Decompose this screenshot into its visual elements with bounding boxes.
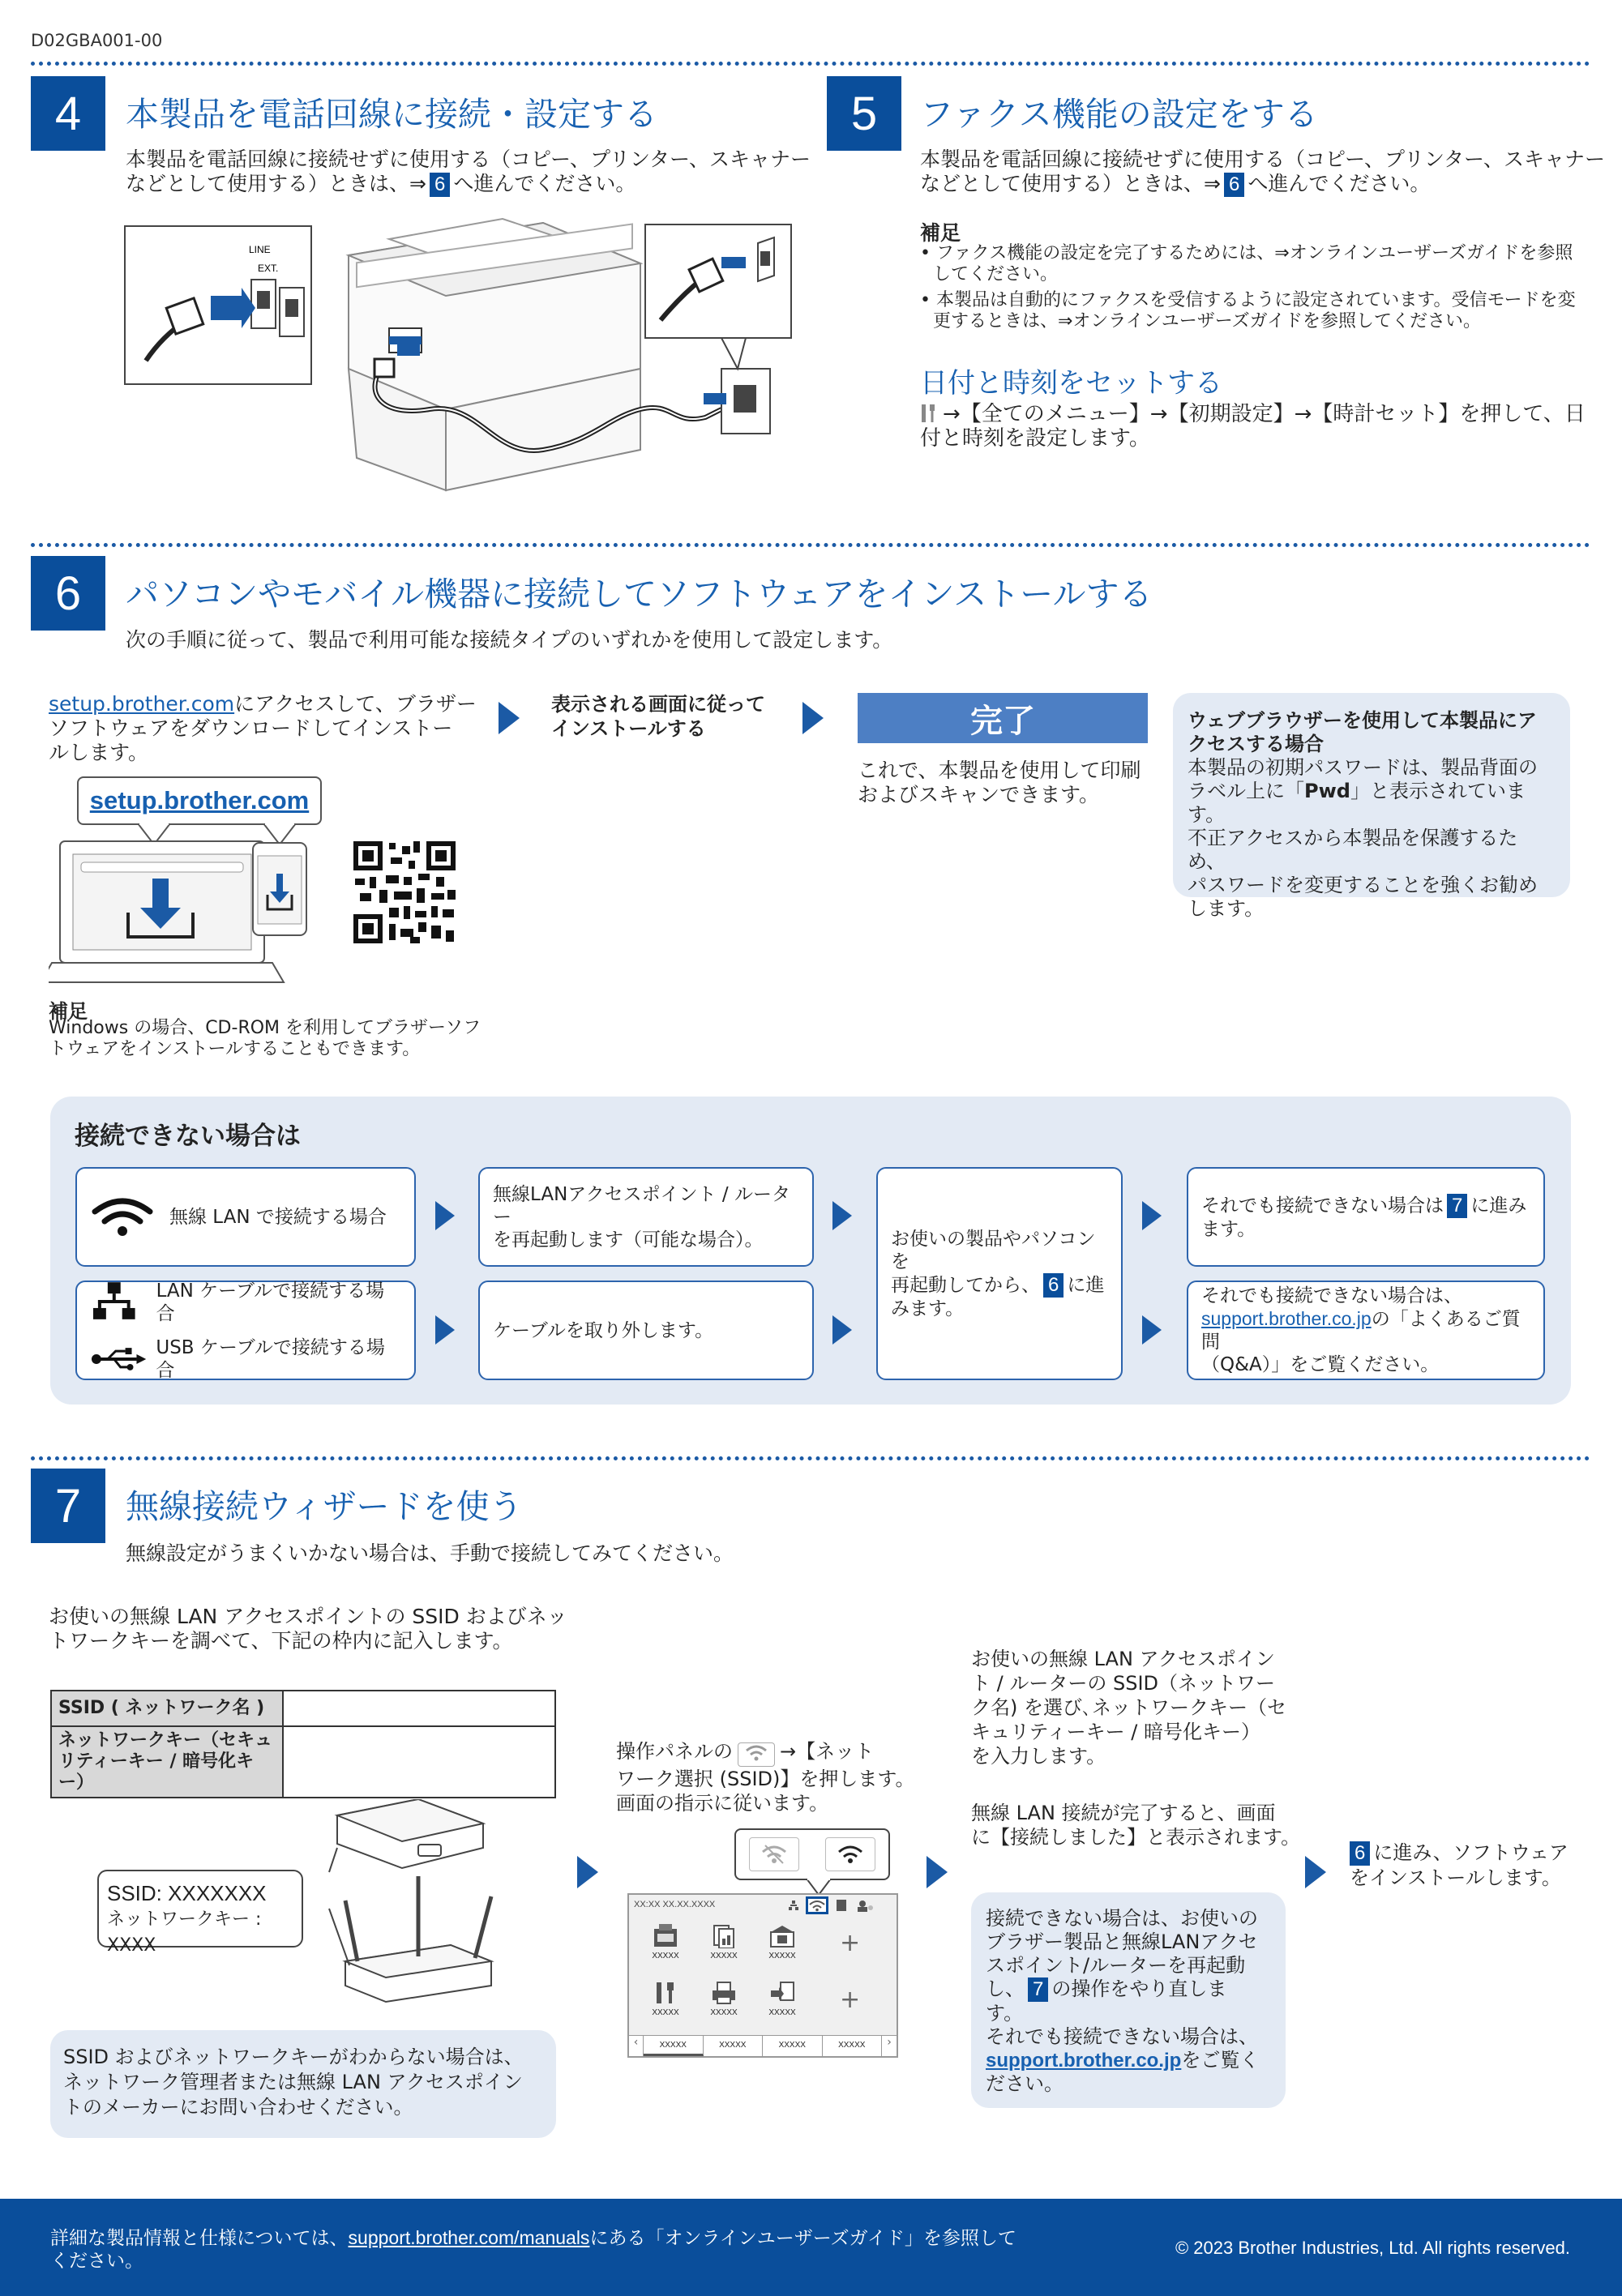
support-link[interactable]: support.brother.co.jp: [986, 2050, 1182, 2072]
step-7-title: 無線接続ウィザードを使う: [126, 1487, 523, 1526]
wifi-icon: [837, 1844, 864, 1865]
document-id: D02GBA001-00: [31, 31, 163, 50]
copyright: © 2023 Brother Industries, Ltd. All rights reserved.: [1175, 2238, 1570, 2258]
screen-tab-4[interactable]: XXXXX: [823, 2036, 883, 2056]
final-step-text: 6 に進み、ソフトウェア をインストールします。: [1350, 1841, 1569, 1889]
network-key-entry-field[interactable]: [283, 1726, 555, 1798]
step-7-number: 7: [31, 1469, 105, 1543]
ssid-example-bubble: SSID: XXXXXXX ネットワークキー : XXXX: [97, 1870, 303, 1948]
step-5-description: 本製品を電話回線に接続せずに使用する（コピー、プリンター、スキャナー などとして使用する）ときは、⇒ 6 へ進んでください。: [920, 148, 1606, 195]
flow-arrow: [435, 1201, 455, 1230]
wifi-off-button[interactable]: [749, 1837, 799, 1871]
ssid-unknown-note: SSID およびネットワークキーがわからない場合は、 ネットワーク管理者または無線 LAN アクセスポイン トのメーカーにお問い合わせください。: [50, 2030, 556, 2138]
control-panel-screen: [627, 1893, 898, 2058]
add-shortcut-icon[interactable]: +: [840, 1929, 861, 1957]
settings-tools-icon: [653, 1981, 678, 2005]
screen-tab-2[interactable]: XXXXX: [704, 2036, 764, 2056]
pwd-label: Pwd: [1304, 780, 1350, 802]
section-divider: [31, 543, 1590, 547]
screen-tab-3[interactable]: XXXXX: [763, 2036, 823, 2056]
step-6-download-text: setup.brother.comにアクセスして、ブラザー ソフトウェアをダウンロードしてインストー ルします。: [49, 692, 477, 764]
line-label: LINE: [249, 244, 271, 255]
step-6-number: 6: [31, 556, 105, 631]
ssid-label: SSID ( ネットワーク名 ): [51, 1691, 283, 1726]
qr-code: [353, 841, 456, 943]
footer-info: 詳細な製品情報と仕様については、support.brother.com/manualsにある「オンラインユーザーズガイド」を参照して ください。: [50, 2227, 1016, 2272]
scan-icon: [769, 1924, 795, 1948]
flow-arrow: [499, 702, 520, 734]
screen-tile-copy[interactable]: XXXXX: [702, 1924, 746, 1960]
wifi-button-icon: [738, 1742, 775, 1767]
select-ssid-instructions: お使いの無線 LAN アクセスポイン ト / ルーターの SSID（ネットワー ク名) を選び､ネットワークキー（セ キュリティーキー / 暗号化キー） を入力します。: [971, 1648, 1286, 1768]
setup-link[interactable]: setup.brother.com: [49, 692, 235, 716]
step-5-note-list: • ファクス機能の設定を完了するためには、⇒オンラインユーザーズガイドを参照 してください。 • 本製品は自動的にファクスを受信するように設定されています。受信モードを変 更するときは、⇒オンラインユーザーズガイドを参照してください。: [920, 243, 1576, 331]
screen-tile-fax[interactable]: XXXXX: [644, 1924, 687, 1960]
step-6-description: 次の手順に従って、製品で利用可能な接続タイプのいずれかを使用して設定します。: [126, 628, 893, 652]
lan-network-icon: [90, 1282, 139, 1323]
settings-tools-icon: [920, 403, 938, 424]
screen-tile-scan-to[interactable]: XXXXX: [760, 1981, 804, 2017]
ssid-record-table: [50, 1690, 556, 1798]
flow-arrow: [1142, 1315, 1162, 1345]
toner-icon: [837, 1900, 846, 1911]
step-6-follow-screen: 表示される画面に従って インストールする: [551, 693, 765, 740]
support-link[interactable]: support.brother.co.jp: [1201, 1308, 1372, 1329]
step-ref-7[interactable]: 7: [1447, 1194, 1467, 1218]
step-ref-6[interactable]: 6: [1350, 1841, 1370, 1866]
step-ref-6[interactable]: 6: [430, 173, 450, 197]
restart-device-card: お使いの製品やパソコンを 再起動してから、 6 に進 みます。: [876, 1167, 1123, 1380]
flow-arrow: [1305, 1856, 1326, 1888]
wifi-callout: [734, 1828, 890, 1880]
step-ref-6[interactable]: 6: [1224, 173, 1244, 197]
ext-label: EXT.: [258, 263, 279, 274]
wlan-case-card: 無線 LAN で接続する場合: [75, 1167, 416, 1267]
step-6-title: パソコンやモバイル機器に接続してソフトウェアをインストールする: [126, 575, 1153, 614]
flow-arrow: [1142, 1201, 1162, 1230]
support-faq-card: それでも接続できない場合は、 support.brother.co.jpの「よくあるご質問 （Q&A）」をご覧ください。: [1187, 1281, 1545, 1380]
tab-next-icon[interactable]: ›: [887, 2036, 892, 2049]
step-6-note-heading: 補足: [49, 1000, 88, 1023]
step-4-title: 本製品を電話回線に接続・設定する: [126, 95, 657, 134]
fax-icon: [653, 1924, 678, 1948]
remove-cable-card: ケーブルを取り外します。: [478, 1281, 814, 1380]
phone-line-connection-illustration: [122, 207, 819, 498]
screen-status-bar: XX:XX XX.XX.XXXX: [634, 1900, 716, 1909]
screen-wifi-highlight[interactable]: [806, 1896, 828, 1914]
troubleshoot-title: 接続できない場合は: [75, 1122, 301, 1151]
add-shortcut-icon[interactable]: +: [840, 1986, 861, 2014]
screen-tile-print[interactable]: XXXXX: [702, 1981, 746, 2017]
screen-tab-bar: [629, 2035, 897, 2056]
copy-icon: [711, 1924, 737, 1948]
print-icon: [711, 1981, 737, 2005]
scan-to-icon: [769, 1981, 795, 2005]
wifi-disabled-icon: [760, 1844, 788, 1865]
step-ref-7[interactable]: 7: [1028, 1977, 1048, 2002]
datetime-title: 日付と時刻をセットする: [920, 367, 1222, 400]
section-divider: [31, 1456, 1590, 1460]
complete-banner: 完了: [858, 693, 1148, 743]
download-devices-illustration: [49, 823, 470, 986]
step-ref-6[interactable]: 6: [1043, 1273, 1064, 1298]
step-4-description: 本製品を電話回線に接続せずに使用する（コピー、プリンター、スキャナー などとして使用する）ときは、⇒ 6 へ進んでください。: [126, 148, 811, 195]
usb-icon: [90, 1347, 146, 1371]
network-status-icon: [788, 1900, 799, 1911]
ssid-entry-field[interactable]: [283, 1691, 555, 1726]
flow-arrow: [832, 1315, 852, 1345]
cable-case-card: LAN ケーブルで接続する場合 USB ケーブルで接続する場合: [75, 1281, 416, 1380]
wifi-icon: [90, 1197, 155, 1238]
restart-router-card: 無線LANアクセスポイント / ルーター を再起動します（可能な場合）。: [478, 1167, 814, 1267]
printer-illustration: [349, 219, 640, 490]
step-7-description: 無線設定がうまくいかない場合は、手動で接続してみてください。: [126, 1541, 734, 1565]
step-4-number: 4: [31, 76, 105, 151]
user-icon: [856, 1900, 875, 1911]
web-browser-note: ウェブブラウザーを使用して本製品にア クセスする場合 本製品の初期パスワードは、製品背面の ラベル上に「Pwd」と表示されています。 不正アクセスから本製品を保護するため、 パスワードを変更することを強くお勧め します。: [1173, 693, 1570, 897]
complete-text: これで、本製品を使用して印刷 およびスキャンできます。: [858, 759, 1141, 806]
flow-arrow: [927, 1856, 948, 1888]
footer: [0, 2199, 1622, 2296]
wifi-on-button[interactable]: [825, 1837, 875, 1871]
flow-arrow: [802, 702, 824, 734]
flow-arrow: [577, 1856, 598, 1888]
connected-message-text: 無線 LAN 接続が完了すると、画面 に【接続しました】と表示されます。: [971, 1802, 1301, 1849]
step-5-note-heading: 補足: [920, 221, 961, 245]
section-divider: [31, 62, 1590, 66]
screen-tile-settings[interactable]: XXXXX: [644, 1981, 687, 2017]
step-5-title: ファクス機能の設定をする: [920, 95, 1318, 134]
url-bubble: [77, 776, 322, 825]
flow-arrow: [832, 1201, 852, 1230]
go-step-7-card: それでも接続できない場合は 7 に進み ます。: [1187, 1167, 1545, 1267]
network-key-label: ネットワークキー（セキュ リティーキー / 暗号化キー）: [51, 1726, 283, 1798]
step-6-note: Windows の場合、CD-ROM を利用してブラザーソフ トウェアをインストールすることもできます。: [49, 1018, 481, 1059]
wifi-icon: [808, 1899, 826, 1912]
connection-failed-note: 接続できない場合は、お使いの ブラザー製品と無線LANアクセ スポイント/ルーターを再起動 し、 7 の操作をやり直しま す。 それでも接続できない場合は、 support.brother.co.jpをご覧く ださい。: [971, 1892, 1286, 2108]
datetime-instructions: →【全てのメニュー】→【初期設定】→【時計セット】を押して、日 付と時刻を設定します。: [920, 402, 1586, 451]
tab-prev-icon[interactable]: ‹: [629, 2036, 644, 2056]
step-7-find-ssid-text: お使いの無線 LAN アクセスポイントの SSID およびネッ トワークキーを調べて、下記の枠内に記入します。: [49, 1605, 567, 1653]
screen-tab-1[interactable]: XXXXX: [644, 2036, 704, 2056]
manuals-link[interactable]: support.brother.com/manuals: [348, 2227, 590, 2248]
screen-tile-scan[interactable]: XXXXX: [760, 1924, 804, 1960]
flow-arrow: [435, 1315, 455, 1345]
control-panel-instructions: 操作パネルの →【ネット ワーク選択 (SSID)】を押します。 画面の指示に従います。: [616, 1740, 915, 1815]
url-bubble-link[interactable]: setup.brother.com: [89, 786, 310, 815]
step-5-number: 5: [827, 76, 901, 151]
